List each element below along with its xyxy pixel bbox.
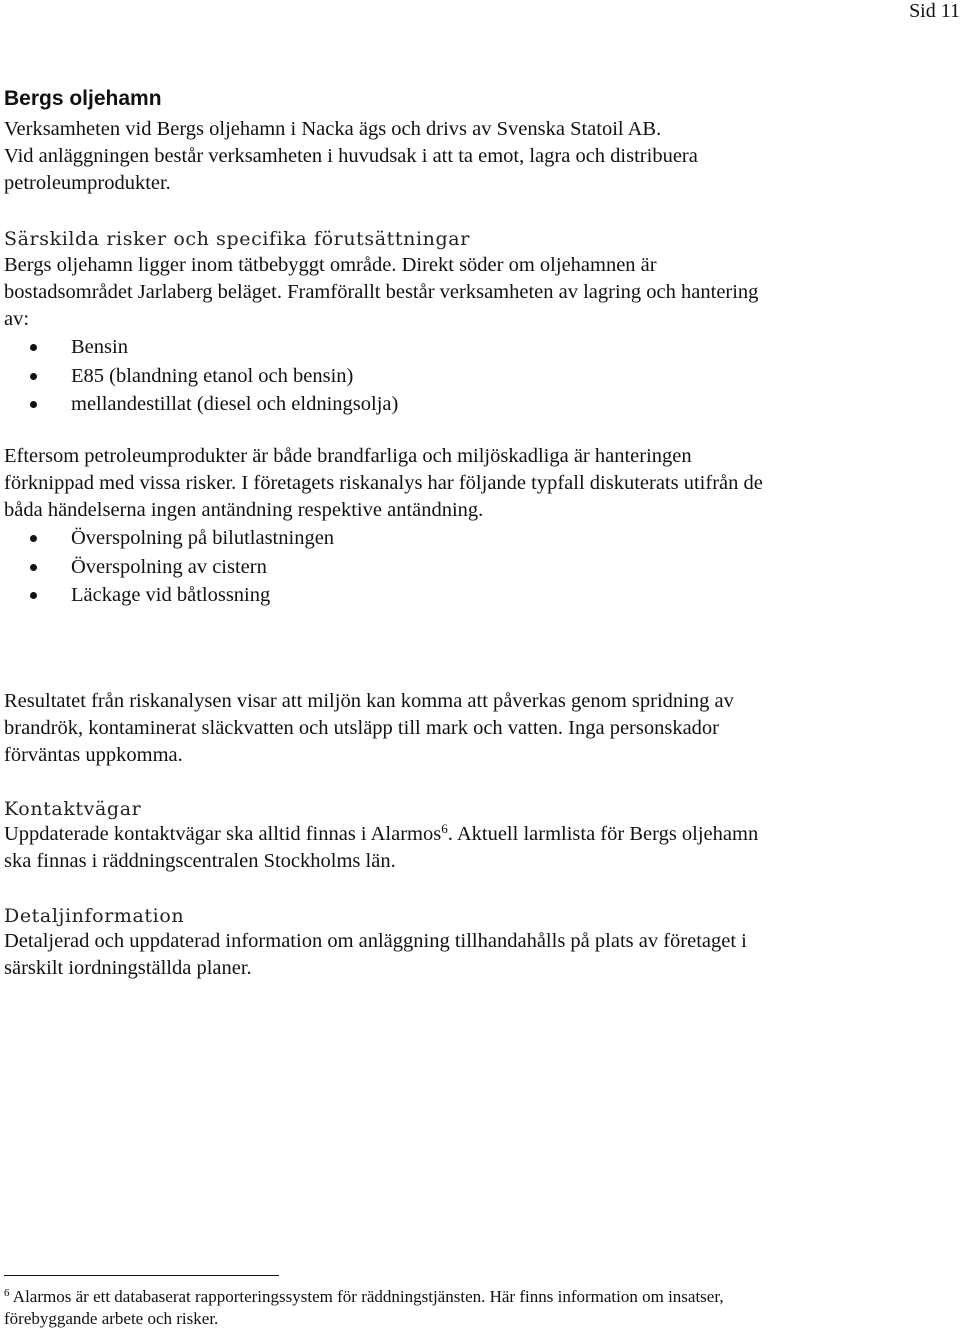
intro-line: Verksamheten vid Bergs oljehamn i Nacka ägs och drivs av Svenska Statoil AB. [4,118,662,140]
details-line: särskilt iordningställda planer. [4,957,252,979]
analysis-line: förknippad med vissa risker. I företagets riskanalys har följande typfall diskuterats utifrån de [4,472,763,494]
risks-heading: Särskilda risker och specifika förutsättningar [4,228,470,250]
result-paragraph [4,688,734,769]
result-line: brandrök, kontaminerat släckvatten och utsläpp till mark och vatten. Inga personskador [4,717,720,739]
contacts-paragraph: Uppdaterade kontaktvägar ska alltid finnas i Alarmos$^6$. Aktuell larmlista för Bergs oljehamn ska finnas i räddningscentralen Stockholms län. [4,821,759,872]
scenario-item: Överspolning av cistern [30,553,334,582]
bullet-icon [30,592,37,599]
result-line: Resultatet från riskanalysen visar att miljön kan komma att påverkas genom spridning av [4,690,734,712]
product-item: E85 (blandning etanol och bensin) [30,362,398,391]
analysis-line: Eftersom petroleumprodukter är både brandfarliga och miljöskadliga är hanteringen [4,445,692,467]
bullet-icon [30,535,37,542]
product-list [30,333,398,419]
contacts-heading: Kontaktvägar [4,798,142,820]
risks-line: bostadsområdet Jarlaberg beläget. Framförallt består verksamheten av lagring och hantering [4,281,759,303]
product-item: Bensin [30,333,398,362]
intro-paragraph [4,116,698,197]
bullet-icon [30,564,37,571]
footnote-divider [4,1275,279,1276]
risks-line: av: [4,308,30,330]
page-number: Sid 11 [909,0,960,22]
footnote-marker: 6 [4,1287,10,1299]
analysis-line: båda händelserna ingen antändning respektive antändning. [4,499,484,521]
bullet-icon [30,344,37,351]
intro-line: Vid anläggningen består verksamheten i huvudsak i att ta emot, lagra och distribuera [4,145,698,167]
scenario-item: Överspolning på bilutlastningen [30,524,334,553]
footnote-reference: 6 [441,821,448,836]
bullet-icon [30,373,37,380]
bullet-icon [30,401,37,408]
footnote: $^6$ Alarmos är ett databaserat rapporteringssystem för räddningstjänsten. Här finns information om insatser, förebyggande arbete och risker. [4,1287,724,1328]
section-title: Bergs oljehamn [4,87,162,110]
result-line: förväntas uppkomma. [4,744,183,766]
details-heading: Detaljinformation [4,905,185,927]
risks-line: Bergs oljehamn ligger inom tätbebyggt område. Direkt söder om oljehamnen är [4,254,657,276]
scenario-list [30,524,334,610]
details-line: Detaljerad och uppdaterad information om anläggning tillhandahålls på plats av företaget i [4,930,747,952]
intro-line: petroleumprodukter. [4,172,171,194]
risks-paragraph [4,252,758,333]
details-paragraph [4,928,747,982]
product-item: mellandestillat (diesel och eldningsolja) [30,390,398,419]
analysis-paragraph [4,443,763,524]
scenario-item: Läckage vid båtlossning [30,581,334,610]
